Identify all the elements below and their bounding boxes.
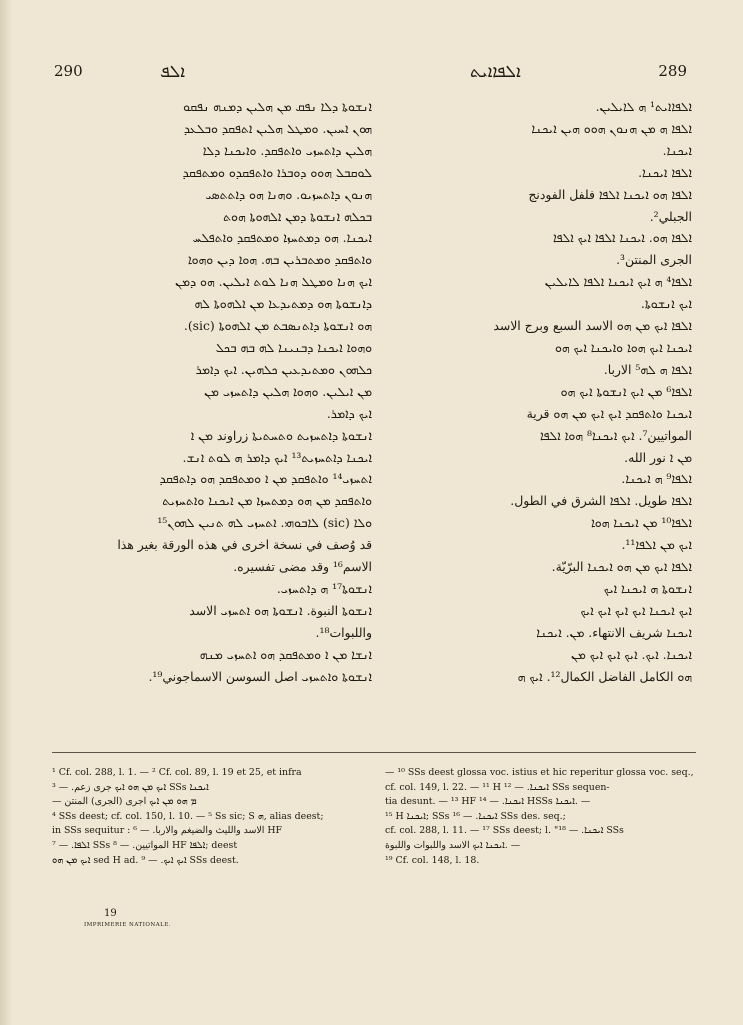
text-line: ܘܐܬܦܩܕ ܡܢ ܗܘ ܕܡܬܚܙܐ ܡܢ ܐܝܟܢܐ ܘܐܬܚܙܝܬ: [162, 493, 372, 509]
text-line: ܐܝܟ ܕܐܡܪ.: [326, 405, 372, 421]
footnote-line: ܐܝܟ ܡܢ ܗܘ sed H ad. ܐܝܟ ܐܝܟ. — ⁹ SSs deest.: [52, 854, 239, 866]
text-line: ܕܐܢܫܘܬܐ ܗܘ ܕܡܬܝܕܥܐ ܡܢ ܐܠܗܘܬܐ ܠܗ: [194, 296, 372, 312]
footnote-line: ܐܝܟܢܐ ܐܝܟ الاسد واللبوات واللبوة. —: [385, 839, 521, 851]
footnote-line: ¹ Cf. col. 288, l. 1. — ² Cf. col. 89, l. 19 et 25, et infra: [52, 767, 302, 778]
left-page-number: 290: [54, 62, 83, 80]
text-line: ܐܢܫܘܬܐ ܕܐܬܚܙܝܬ ܘܬܚܬܝܬܐ زراوند ܡܢ ܐ: [190, 427, 372, 443]
text-line: ܐܢܫܘܬܐ ܕܠܐ ܢܦܩ ܡܢ ܗܠܝܢ ܕܡܢܗ ܢܦܩܘ: [183, 99, 372, 114]
footnote-line: ⁴ SSs deest; cf. col. 150, l. 10. — ⁵ Ss sic; S ܗ, alias deest;: [52, 810, 324, 822]
text-line: ܐܝܟܢܐ.: [662, 142, 692, 158]
text-line: ܐܠܦܐ⁴ ܗ ܐܝܟ ܐܝܟܢܐ ܐܠܦܐ ܠܐܝܠܝܢ: [544, 274, 692, 290]
text-line: ܐܠܦܐ طويل. ܐܠܦܐ الشرق في الطول.: [510, 493, 692, 509]
text-line: ܐܠܦܐ⁹ ܗ ܐܝܟܢܐ.: [621, 471, 692, 487]
text-line: ܐܠܦܐ ܗ ܡܢ ܗܢܘܢ ܗܘܘ ܗܝܢ ܐܝܟܢܐ: [531, 120, 692, 136]
text-line: ܒܟܠܗ ܐܢܫܘܬܐ ܕܡܢ ܐܠܗܘܬܐ ܗܘܬ: [223, 208, 372, 224]
text-line: ܐܠܦܐ ܗܘ. ܐܝܟܢܐ ܐܠܦܐ ܐܝܟ ܐܠܦܐ: [553, 230, 692, 246]
text-line: الاسم¹⁶ وقد مضى تفسيره.: [233, 559, 372, 575]
text-line: ܗܘ الكامل الفاضل الكمال¹². ܐܝܟ ܗ: [517, 668, 692, 684]
text-line: ܐܢܫܘܬܐ ܘܐܬܚܙܝ اصل السوسن الاسماجوني¹⁹.: [148, 668, 372, 684]
text-line: قد وُصف في نسخة اخرى في هذه الورقة بغير هذا: [117, 537, 372, 553]
text-line: ܗܘܢ ܐܚܝܢ. ܘܡܛܠ ܗܠܝܢ ܐܬܦܩܕ ܘܒܠܥܕ: [183, 120, 372, 136]
text-line: ܡܢ ܐ نور الله.: [624, 449, 692, 465]
footnote-line: tia desunt. — ¹³ HF ܐܝܟܢܐ. — ¹⁴ HSSs ܐܝܟܢܐ. —: [385, 796, 591, 808]
right-running-title: ܐܠܦܐܐܝܬ: [470, 62, 521, 82]
text-line: ܐܝܟܢܐ. ܗܘ ܕܡܬܚܙܐ ܘܡܬܦܩܕ ܘܐܬܦܠܚ: [192, 230, 372, 246]
footnote-separator: [52, 752, 696, 753]
footnote-line: cf. col. 149, l. 22. — ¹¹ H ܐܝܟܢܐ. — ¹² SSs sequen-: [385, 781, 610, 793]
right-page-number: 289: [658, 62, 687, 80]
right-text-column: [370, 96, 692, 736]
left-running-title: ܐܠܦ: [160, 62, 186, 82]
footnote-line: in SSs sequitur : الاسد والليث والضيغم والاربا. — ⁶ HF: [52, 825, 283, 837]
text-line: ܡܢ ܐܝܠܝܢ. ܘܗܘܐ ܗܠܝܢ ܕܐܬܚܙܝ ܡܢ: [204, 383, 372, 399]
text-line: ܐܠܦܐ ܐܝܟܢܐ.: [638, 164, 692, 180]
page-header: [0, 62, 743, 86]
text-line: الجبلي².: [649, 208, 692, 224]
text-line: ܐܝܟ ܡܢ ܐܠܦܐ¹¹.: [621, 537, 692, 553]
text-line: ܐܝܟܢܐ ܘܐܬܦܩܕ ܐܝܟ ܐܝܟ ܡܢ ܗܘ قرية: [526, 405, 692, 421]
left-text-column: [50, 96, 372, 736]
text-line: ܐܝܟ ܗܢܐ ܘܡܛܠ ܗܢܐ ܠܘܬ ܐܝܠܝܢ. ܗܘ ܕܡܢ: [175, 274, 372, 290]
text-line: ܐܢܫܘܬܐ ܗ ܐܝܟܢܐ ܐܝܟ: [603, 580, 692, 596]
footnotes-left: [52, 766, 362, 886]
text-line: ܐܠܦܐ ܐܝܟ ܡܢ ܗܘ الاسد السبع وبرج الاسد: [493, 318, 692, 334]
page-edge-shadow: [0, 0, 12, 1025]
text-line: واللبوات¹⁸.: [315, 624, 372, 640]
footnote-line: ܐܠܦܐ. — ⁷ SSs المواتيين. — ⁸ HF ܐܠܦܐ; deest: [52, 839, 238, 851]
text-line: ܐܢܫܘܬܐ¹⁷ ܗ ܕܐܬܚܙܝ.: [276, 580, 372, 596]
footnote-line: ¹⁵ H ܐܝܟܢܐ; SSs ܐܝܟܢܐ. — ¹⁶ SSs des. seq.;: [385, 810, 566, 822]
text-line: ܠܘܩܒܠ ܗܘܘ ܕܘܒܪܐ ܘܐܬܦܩܕܘ ܘܡܬܦܩܕ: [182, 164, 372, 180]
text-line: ܐܢܫܐ ܡܢ ܐ ܘܡܬܦܩܕ ܗܘ ܐܬܚܙܝ ܡܢܗ: [199, 646, 372, 662]
text-line: ܐܝܟܢܐ ܐܝܟ ܗܘܐ ܘܐܝܟܢܐ ܐܝܟ ܗܘ: [554, 339, 692, 355]
text-line: ܐܬܚܙܝ¹⁴ ܘܐܬܦܩܕ ܡܢ ܐ ܘܡܬܦܩܕ ܗܘ ܕܐܬܦܩܕ: [159, 471, 372, 487]
text-line: ܘܠܐ (sic) ܠܐܒܘܗܝ. ܐܬܚܙܝ ܠܗ ܬܢܝܢ ܠܗܘܢ¹⁵: [157, 515, 372, 531]
text-line: ܐܢܫܘܬܐ النبوة. ܐܢܫܘܬܐ ܗܘ ܐܬܚܙܝ الاسد: [189, 602, 372, 618]
text-line: المواتيين⁷. ܐܝܟ ܐܝܟܢܐ⁸ ܗܘܐ ܐܠܦܐ: [540, 427, 692, 443]
text-line: الجرى المنتن³.: [616, 252, 692, 268]
text-line: ܘܐܬܦܩܕ ܘܡܬܒܪܝܢ ܒܗ. ܗܘܐ ܕܝܢ ܘܗܘܐ: [187, 252, 372, 268]
footnote-line: — ܡ ܗܘ ܡܢ ܐܝܟ اجرى (الجرى) المنتن: [52, 796, 197, 808]
text-line: ܘܗܘܐ ܐܝܟܢܐ ܕܒܢܝܢܐ ܠܗ ܒܗ ܒܟܠ: [215, 339, 372, 355]
footnotes-right: [385, 766, 695, 886]
text-line: ܐܝܟܢܐ ܕܐܬܚܙܝܬ¹³ ܐܝܟ ܕܐܡܪ ܗ ܠܘܬ ܐܢܫ.: [182, 449, 372, 465]
text-line: ܐܠܦܐ ܗ ܠܗ⁵ الاربا.: [603, 361, 692, 377]
text-line: ܐܠܦܐ⁶ ܡܢ ܐܝܟ ܐܢܫܘܬܐ ܐܝܟ ܗܘ: [560, 383, 692, 399]
text-line: ܗܠܝܢ ܕܐܬܚܙܝ ܘܐܬܦܩܕ. ܘܐܝܟܢܐ ܕܠܐ: [202, 142, 372, 158]
text-line: ܐܝܟ ܐܢܫܘܬܐ.: [640, 296, 692, 312]
text-line: ܗܘ ܐܢܫܘܬܐ ܕܐܬܢܣܒܬ ܡܢ ܐܠܗܘܬܐ (sic).: [183, 318, 372, 334]
footnote-line: — ¹⁰ SSs deest glossa voc. istius et hic reperitur glossa voc. seq.,: [385, 767, 694, 778]
footnote-line: cf. col. 288, l. 11. — ¹⁷ SSs deest; l. "ܐܝܟܢܐ. — ¹⁸ SSs: [385, 825, 624, 837]
text-line: ܐܠܦܐ ܐܝܟ ܡܢ ܗܘ ܐܝܟܢܐ البرّيّة.: [551, 559, 692, 575]
text-line: ܐܠܦܐ ܗܘ ܐܝܟܢܐ ܐܠܦܐ فلفل الفودنج: [528, 186, 692, 202]
text-line: ܗܢܘܢ ܕܐܬܚܙܝܘ. ܘܗܢܐ ܗܘ ܕܐܬܬܣܝ: [205, 186, 372, 202]
text-line: ܐܠܦܐ¹⁰ ܡܢ ܐܝܟܢܐ ܗܘܐ: [591, 515, 692, 531]
text-line: ܐܝܟܢܐ. ܐܝܟ. ܐܝܟ ܐܝܟ ܐܝܟ ܡܢ: [571, 646, 692, 662]
text-line: ܐܝܟ ܐܝܟܢܐ ܐܝܟ ܐܝܟ ܐܝܟ ܐܝܟ: [580, 602, 692, 618]
text-line: ܐܠܦܐܐܝܬ¹ ܗ ܠܐܝܠܝܢ.: [595, 99, 692, 114]
text-line: ܐܝܟܢܐ شريف الانتهاء. ܡܢ. ܐܝܟܢܐ: [536, 624, 692, 640]
footnote-line: ¹⁹ Cf. col. 148, l. 18.: [385, 854, 480, 866]
signature-mark: 19: [104, 908, 117, 919]
imprint-line: IMPRIMERIE NATIONALE.: [84, 922, 172, 928]
footnote-line: ܐܝܟ ܡܢ ܗܘ ܐܝܟ جرى زعم. — ³ SSs ܐܝܟܢܐ: [52, 781, 209, 793]
text-line: ܟܠܗܘܢ ܘܡܬܝܕܥܝܢ ܟܠܗܝܢ. ܐܝܟ ܕܐܡܪ: [195, 361, 372, 377]
